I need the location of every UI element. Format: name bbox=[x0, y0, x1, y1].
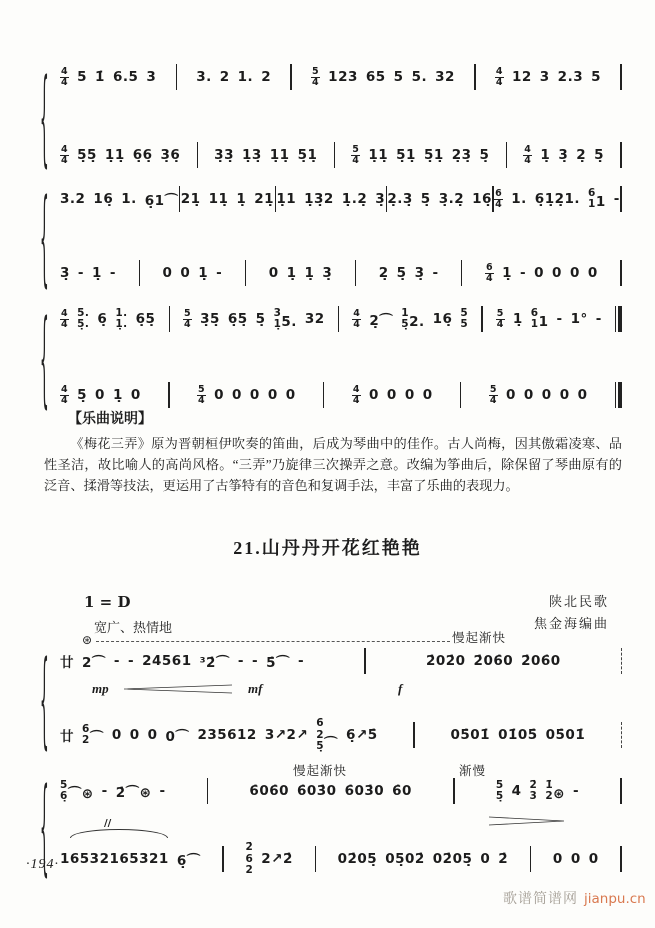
note-group: 1̣ bbox=[236, 191, 247, 207]
note-group: 05̇01̇ bbox=[545, 727, 586, 743]
note-group: 2̣ bbox=[576, 147, 587, 163]
note-group: - bbox=[77, 265, 85, 281]
note-group: 6̇03̇0 bbox=[344, 783, 385, 799]
note-group: 0 bbox=[523, 387, 534, 403]
note-group: - bbox=[252, 653, 259, 669]
note-group: 6̣⌒ bbox=[176, 853, 201, 869]
note-group: 6̣1̣2̣1. bbox=[534, 191, 580, 207]
barline bbox=[197, 142, 198, 168]
watermark-link[interactable]: jianpu.cn bbox=[584, 891, 646, 907]
chord: 6̇ 2 5̣ ⌒ bbox=[316, 717, 339, 752]
measure bbox=[311, 67, 455, 88]
note-group: - bbox=[109, 265, 117, 281]
measure bbox=[183, 308, 325, 330]
end-barline bbox=[620, 778, 622, 804]
note-group: 1̣1 bbox=[276, 191, 297, 207]
page-number: ·194· bbox=[26, 857, 59, 872]
barline bbox=[245, 260, 246, 286]
note-group: 0 bbox=[267, 387, 278, 403]
note-group: 3̣ bbox=[414, 265, 425, 281]
note-group: 1̣ bbox=[198, 265, 209, 281]
note-group: 2 bbox=[219, 69, 230, 85]
barline bbox=[338, 306, 339, 332]
explanation-body: 《梅花三弄》原为晋朝桓伊吹奏的笛曲，后成为琴曲中的佳作。古人尚梅，因其傲霜凌寒、品性圣洁，故比喻人的高尚风格。“三弄”乃旋律三次操弄之意。改编为筝曲后，除保留了琴曲原有的泛音、揉滑等技法，更运用了古筝特有的音色和复调手法，丰富了乐曲的表现力。 bbox=[44, 436, 622, 493]
measure bbox=[60, 718, 378, 751]
note-group: 24561 bbox=[142, 653, 192, 669]
barline bbox=[355, 260, 356, 286]
music-system bbox=[39, 53, 622, 179]
note-group: 2̇06̇0 bbox=[521, 653, 561, 669]
note-group: 2̣ bbox=[378, 265, 389, 281]
note-group: 6̇06̇0 bbox=[249, 783, 289, 799]
note-group: - bbox=[216, 265, 223, 281]
time-signature: 5 4 bbox=[496, 307, 504, 330]
chord: 5 6̣ ⌒⊛ bbox=[60, 778, 94, 803]
note-group: - bbox=[613, 191, 620, 207]
note-group: 32 bbox=[435, 69, 455, 85]
note-group: 0 bbox=[162, 265, 173, 281]
time-signature: 4 4 bbox=[352, 383, 360, 406]
barline bbox=[139, 260, 140, 286]
note-group: 3̣ bbox=[322, 265, 333, 281]
measure bbox=[60, 189, 179, 209]
note-group: - bbox=[298, 653, 305, 669]
decrescendo-hairpin bbox=[487, 816, 567, 826]
measure bbox=[60, 265, 116, 281]
note-group: 6̣5̣ bbox=[135, 311, 156, 327]
tempo-label: 渐慢 bbox=[459, 764, 487, 778]
note-group: 5 bbox=[591, 69, 601, 85]
note-group: 2̇06̇0 bbox=[473, 653, 514, 669]
note-group: 0 bbox=[95, 387, 105, 403]
music-system bbox=[39, 173, 622, 299]
chord: 6̇ 2 ⌒ bbox=[82, 722, 104, 747]
note-group: 3̣3̣ bbox=[214, 147, 234, 163]
note-group: 2 bbox=[261, 69, 272, 85]
accompaniment-line bbox=[60, 841, 622, 876]
note-group: 3̣ bbox=[558, 147, 569, 163]
note-group: 3̣6̣ bbox=[160, 147, 181, 163]
chord: 5 5̣ bbox=[495, 778, 504, 802]
time-signature: 6 4 bbox=[495, 187, 503, 210]
note-group: 21̣ bbox=[180, 191, 201, 207]
note-group: 65 bbox=[365, 69, 386, 85]
measure bbox=[245, 842, 292, 875]
barline bbox=[413, 722, 414, 748]
note-group: 0 bbox=[541, 387, 552, 403]
note-group: - bbox=[556, 311, 563, 327]
barline bbox=[290, 64, 291, 90]
note-group: 1̣ bbox=[304, 265, 315, 281]
note-group: 3↗2↗ bbox=[264, 727, 309, 743]
note-group: 16̣ bbox=[472, 191, 492, 207]
note-group: 5̣ bbox=[420, 191, 431, 207]
barline bbox=[207, 778, 208, 804]
accompaniment-line bbox=[60, 382, 622, 408]
barline bbox=[315, 846, 316, 872]
credits bbox=[534, 591, 609, 635]
note-group: 1̣1̣ bbox=[104, 147, 125, 163]
note-group: 16532165321 bbox=[60, 851, 169, 867]
note-group: 5. bbox=[411, 69, 428, 85]
barline bbox=[168, 382, 169, 408]
note-group: 0 bbox=[552, 851, 563, 867]
note-group: 2̣.3̣ bbox=[387, 191, 413, 207]
measure bbox=[60, 651, 304, 671]
note-group: 0 bbox=[404, 387, 415, 403]
note-group: 廿 bbox=[60, 729, 74, 745]
note-group: 6̣6̣ bbox=[132, 147, 153, 163]
note-group: 6̣1⌒ bbox=[144, 193, 179, 209]
note-group: 11̣ bbox=[208, 191, 229, 207]
chord: 2̇ 6 2 bbox=[245, 841, 254, 876]
note-group: 2.3 bbox=[557, 69, 584, 85]
measure bbox=[489, 385, 588, 406]
harmonic-dashed-line bbox=[96, 641, 450, 642]
explanation-header: 【乐曲说明】 bbox=[68, 412, 152, 427]
measure bbox=[60, 67, 156, 88]
note-group: 6̣↗5̇ bbox=[346, 727, 378, 743]
end-barline bbox=[620, 142, 622, 168]
origin-credit: 陕北民歌 bbox=[548, 594, 609, 609]
barline bbox=[169, 306, 170, 332]
note-group: 5̣5̣ bbox=[77, 147, 97, 163]
time-signature: 5 4 bbox=[312, 65, 320, 88]
measure bbox=[197, 385, 296, 406]
time-signature: 5 4 bbox=[197, 383, 206, 406]
note-group: 02̇05̣ bbox=[432, 851, 473, 867]
measure bbox=[523, 145, 604, 166]
measure bbox=[60, 308, 155, 330]
chord: 1̇ 2 ⊛ bbox=[545, 778, 565, 803]
note-group: 5̣1̣ bbox=[396, 147, 416, 163]
barline bbox=[530, 846, 531, 872]
melody-line bbox=[60, 778, 622, 804]
measure bbox=[494, 188, 620, 210]
note-group: 0 bbox=[285, 387, 296, 403]
note-group: - bbox=[113, 653, 121, 669]
dynamic-mf: mf bbox=[248, 681, 263, 696]
note-group: 2̇ bbox=[498, 851, 509, 867]
note-group: 3.2 bbox=[60, 191, 86, 207]
time-signature: 4 4 bbox=[353, 307, 361, 330]
note-group: 1̣ bbox=[502, 265, 513, 281]
dynamic-mp: mp bbox=[92, 681, 109, 696]
chord: 1. 1̣. bbox=[115, 306, 128, 330]
note-group: 5̣1̣ bbox=[423, 147, 444, 163]
note-group: - bbox=[237, 653, 245, 669]
chord: 6 1 1 bbox=[588, 186, 606, 211]
chord: 6 1 1 bbox=[530, 306, 549, 331]
measure bbox=[485, 263, 598, 284]
note-group: 1̣1̣ bbox=[368, 147, 389, 163]
note-group: 2̣⌒ bbox=[369, 313, 394, 329]
note-group: 05̣02̇ bbox=[385, 851, 425, 867]
measure bbox=[214, 147, 317, 163]
measure bbox=[60, 780, 166, 802]
note-group: 0 bbox=[111, 727, 122, 743]
note-group: 1̇ bbox=[95, 69, 105, 85]
measure bbox=[426, 653, 561, 669]
note-group: 3̣ bbox=[60, 265, 70, 281]
note-group: 1̣ bbox=[540, 147, 551, 163]
barline bbox=[481, 306, 482, 332]
measure bbox=[60, 849, 201, 869]
system-brace: { bbox=[39, 53, 49, 179]
note-group: 0 bbox=[268, 265, 279, 281]
barline bbox=[474, 64, 475, 90]
note-group: 5 bbox=[77, 69, 88, 85]
note-group: 1° bbox=[570, 311, 588, 327]
measure bbox=[496, 780, 579, 802]
note-group: 2̇⌒⊛ bbox=[115, 785, 152, 801]
note-group: 3̣.2̣ bbox=[438, 191, 465, 207]
measure bbox=[387, 191, 492, 207]
note-group: 5̇⌒ bbox=[266, 655, 291, 671]
measure bbox=[60, 145, 180, 166]
note-group: 1̣ bbox=[286, 265, 297, 281]
note-group: - bbox=[101, 783, 108, 799]
time-signature: 4 4 bbox=[61, 143, 69, 166]
note-group: 02̇05̣ bbox=[337, 851, 378, 867]
accompaniment-line bbox=[60, 142, 622, 168]
note-group: 4 bbox=[511, 783, 522, 799]
expression-mark: 宽广、热情地 bbox=[94, 620, 173, 635]
barline bbox=[334, 142, 335, 168]
measure bbox=[495, 67, 601, 88]
accompaniment-line bbox=[60, 717, 622, 752]
note-group: 6̇03̇0 bbox=[297, 783, 337, 799]
measure bbox=[496, 308, 602, 330]
note-group: - bbox=[159, 783, 166, 799]
note-group: 1̣ bbox=[92, 265, 102, 281]
measure bbox=[276, 191, 385, 207]
arranger-credit: 焦金海编曲 bbox=[533, 616, 609, 631]
note-group: 0 bbox=[587, 265, 598, 281]
barline bbox=[323, 382, 324, 408]
note-group: 5̣ bbox=[594, 147, 605, 163]
system-brace: { bbox=[39, 762, 49, 888]
note-group: - bbox=[432, 265, 439, 281]
time-signature: 4 4 bbox=[61, 383, 69, 406]
measure bbox=[162, 265, 222, 281]
note-group: 5̣ bbox=[479, 147, 490, 163]
note-group: 廿 bbox=[60, 655, 74, 671]
melody-line bbox=[60, 186, 622, 212]
harmonic-symbol: ⊛ bbox=[82, 633, 93, 647]
note-group: - bbox=[572, 783, 580, 799]
note-group: 0 bbox=[369, 387, 379, 403]
note-group: 1. bbox=[121, 191, 137, 207]
note-group: 123 bbox=[328, 69, 358, 85]
note-group: 1̣3̣ bbox=[241, 147, 262, 163]
note-group: 1̣ bbox=[512, 311, 523, 327]
system-brace: { bbox=[39, 294, 49, 420]
measure bbox=[450, 727, 585, 743]
note-group: 0 bbox=[570, 851, 581, 867]
melody-line bbox=[60, 306, 622, 332]
chord: 5̇ 5 bbox=[460, 306, 469, 330]
barline bbox=[460, 382, 461, 408]
time-signature: 4 4 bbox=[524, 143, 532, 166]
note-group: 0 bbox=[232, 387, 242, 403]
end-barline bbox=[620, 186, 622, 212]
chord: 5. 5̣. bbox=[77, 306, 90, 330]
note-group: 2̣3̣ bbox=[451, 147, 472, 163]
time-signature: 5 4 bbox=[352, 143, 360, 166]
measure bbox=[352, 308, 468, 330]
tempo-label: 慢起渐快 bbox=[452, 631, 507, 645]
note-group: 0 bbox=[559, 387, 570, 403]
measure bbox=[249, 783, 412, 799]
note-group: 1̣ bbox=[112, 387, 123, 403]
key-signature: 1 = D bbox=[84, 593, 131, 611]
measure bbox=[338, 851, 509, 867]
note-group: 5̣1̣ bbox=[297, 147, 318, 163]
measure bbox=[181, 191, 274, 207]
measure bbox=[351, 145, 489, 166]
note-group: 235612 bbox=[197, 727, 257, 743]
note-group: 6̣ bbox=[97, 311, 108, 327]
end-barline bbox=[620, 64, 622, 90]
note-group: 2̇02̇0 bbox=[425, 653, 466, 669]
note-group: 0 bbox=[422, 387, 433, 403]
time-signature: 5 4 bbox=[489, 383, 497, 406]
note-group: 0 bbox=[505, 387, 516, 403]
note-group: 1̣1̣ bbox=[269, 147, 290, 163]
note-group: 0 bbox=[214, 387, 225, 403]
end-barline bbox=[615, 382, 622, 408]
measure bbox=[553, 851, 599, 867]
note-group: 0 bbox=[147, 727, 158, 743]
note-group: 5̣ bbox=[77, 387, 88, 403]
note-group: - bbox=[520, 265, 527, 281]
note-group: 0 bbox=[180, 265, 191, 281]
barline bbox=[222, 846, 223, 872]
accompaniment-line bbox=[60, 260, 622, 286]
note-group: 5̣ bbox=[396, 265, 407, 281]
measure bbox=[196, 69, 271, 85]
chord: 1 5̣ 2. bbox=[401, 306, 425, 331]
note-group: 1̣.2̣ bbox=[341, 191, 368, 207]
note-group: 3̣5̣ bbox=[200, 311, 220, 327]
time-signature: 6 4 bbox=[486, 261, 494, 284]
end-barline bbox=[620, 260, 622, 286]
measure bbox=[269, 265, 333, 281]
melody-line bbox=[60, 648, 622, 674]
note-group: 01̇05̇ bbox=[498, 727, 538, 743]
time-signature: 5 4 bbox=[183, 307, 192, 330]
note-group: 0 bbox=[480, 851, 491, 867]
note-group: 21̣ bbox=[254, 191, 275, 207]
note-group: 0 bbox=[577, 387, 588, 403]
end-barline bbox=[621, 722, 622, 748]
piece-title: 21.山丹丹开花红艳艳 bbox=[233, 538, 422, 558]
tremolo-mark: // bbox=[104, 818, 112, 829]
note-group: 0⌒ bbox=[165, 729, 190, 745]
end-barline bbox=[620, 846, 622, 872]
melody-line bbox=[60, 64, 622, 90]
note-group: 0 bbox=[386, 387, 397, 403]
note-group: - bbox=[595, 311, 602, 327]
barline bbox=[364, 648, 365, 674]
note-group: ³2̇⌒ bbox=[199, 655, 230, 671]
note-group: 16̣ bbox=[432, 311, 453, 327]
note-group: 0 bbox=[129, 727, 140, 743]
time-signature: 4 4 bbox=[495, 65, 503, 88]
time-signature: 4 4 bbox=[61, 307, 69, 330]
time-signature: 4 4 bbox=[61, 65, 69, 88]
measure bbox=[60, 385, 141, 406]
note-group: 2↗2̇ bbox=[261, 851, 293, 867]
system-brace: { bbox=[39, 173, 49, 299]
note-group: 3̣ bbox=[375, 191, 386, 207]
note-group: 16̣ bbox=[93, 191, 114, 207]
note-group: 0 bbox=[130, 387, 141, 403]
note-group: 6̣5̣ bbox=[227, 311, 248, 327]
crescendo-hairpin bbox=[122, 684, 234, 694]
tempo-label: 慢起渐快 bbox=[293, 764, 348, 778]
note-group: 3 bbox=[146, 69, 157, 85]
note-group: 6.5 bbox=[112, 69, 139, 85]
music-explanation bbox=[44, 408, 622, 496]
note-group: 05̇01̇ bbox=[450, 727, 491, 743]
note-group: - bbox=[128, 653, 135, 669]
note-group: 0 bbox=[534, 265, 545, 281]
measure bbox=[379, 265, 439, 281]
watermark bbox=[503, 888, 646, 908]
note-group: 2⌒ bbox=[82, 655, 106, 671]
chord: 2̇ 3 bbox=[529, 778, 538, 802]
dynamic-f: f bbox=[398, 681, 403, 696]
barline bbox=[453, 778, 454, 804]
note-group: 5̣ bbox=[255, 311, 266, 327]
note-group: 5 bbox=[393, 69, 404, 85]
barline bbox=[176, 64, 177, 90]
watermark-site-name: 歌谱简谱网 bbox=[503, 892, 578, 907]
note-group: 0 bbox=[569, 265, 580, 281]
note-group: 32 bbox=[304, 311, 325, 327]
barline bbox=[506, 142, 507, 168]
system-brace: { bbox=[39, 635, 49, 761]
note-group: 3 bbox=[539, 69, 550, 85]
note-group: 3. bbox=[196, 69, 212, 85]
note-group: 0 bbox=[249, 387, 260, 403]
note-group: 1̣3̣2 bbox=[304, 191, 334, 207]
measure bbox=[352, 385, 433, 406]
barline bbox=[461, 260, 462, 286]
note-group: 12 bbox=[511, 69, 532, 85]
note-group: 0 bbox=[588, 851, 599, 867]
chord: 3 1̣ 5. bbox=[273, 306, 297, 331]
note-group: 1. bbox=[237, 69, 254, 85]
end-barline bbox=[621, 648, 622, 674]
note-group: 0 bbox=[552, 265, 562, 281]
note-group: 6̇0 bbox=[392, 783, 412, 799]
end-barline bbox=[615, 306, 622, 332]
note-group: 1. bbox=[511, 191, 527, 207]
